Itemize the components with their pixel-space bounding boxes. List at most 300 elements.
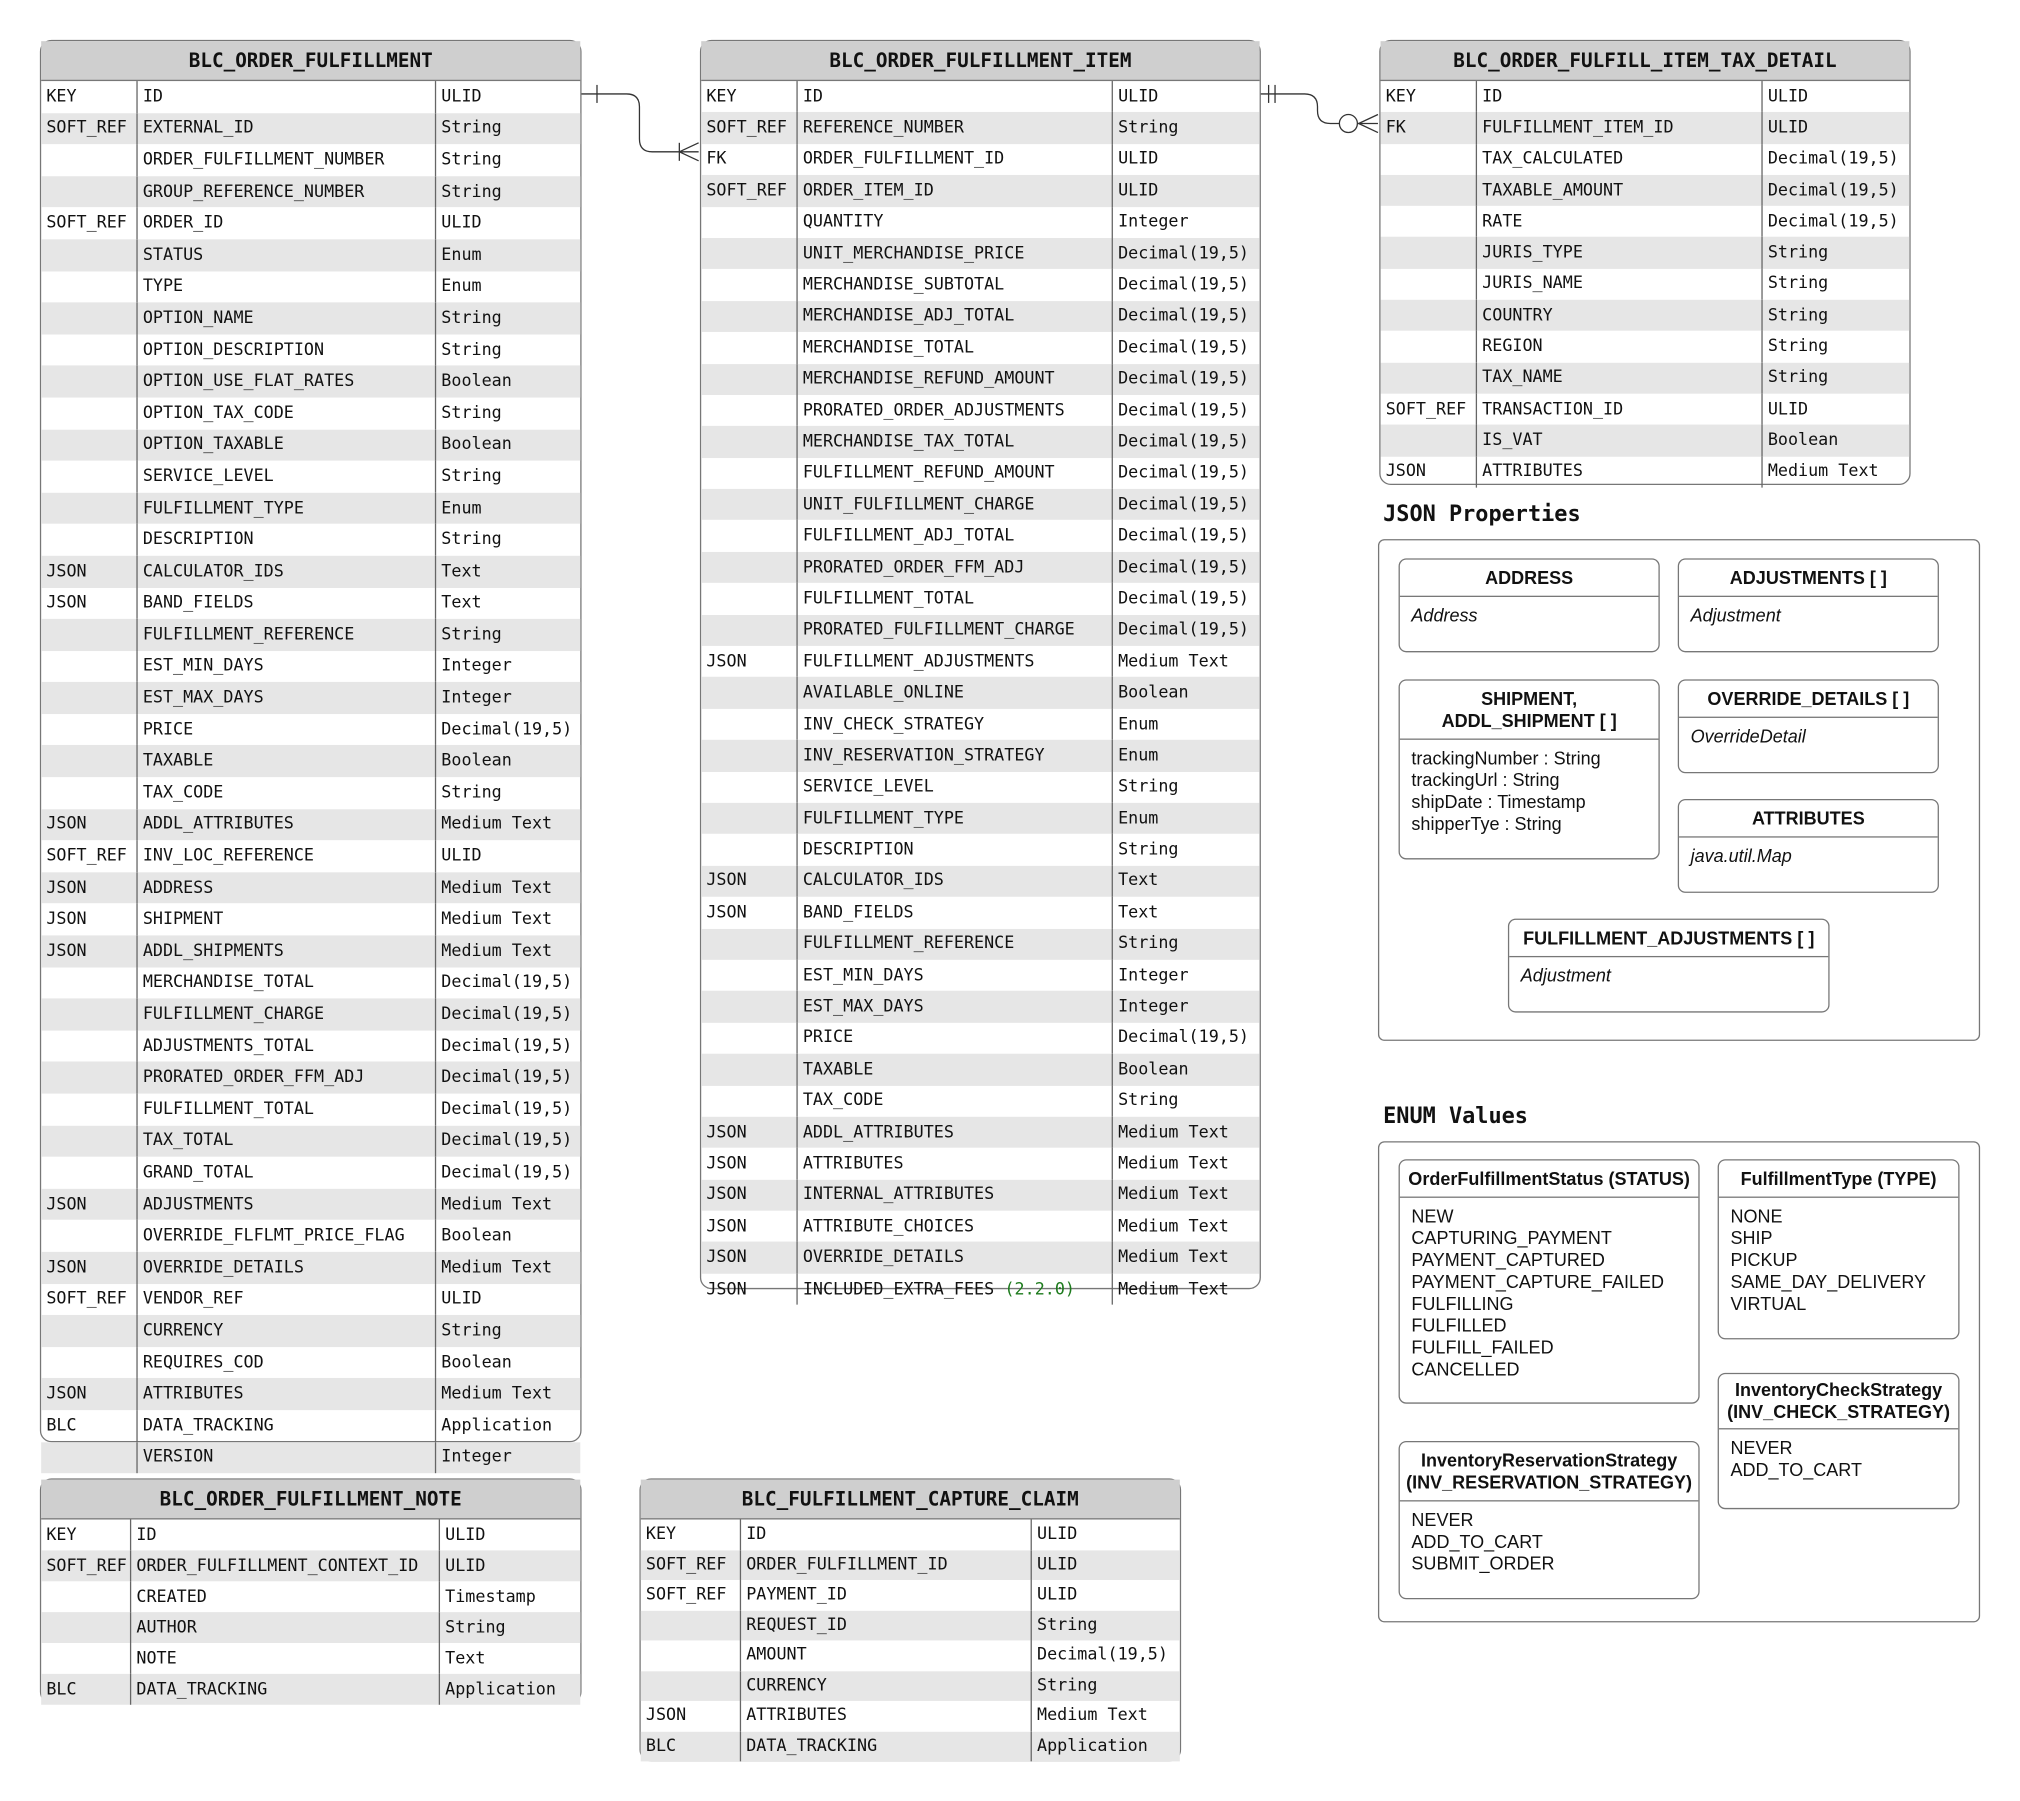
card-line: trackingNumber : String — [1411, 747, 1601, 769]
table-rows — [641, 1519, 1180, 1761]
key-cell: JSON — [706, 1122, 747, 1142]
column-type-cell: Medium Text — [1112, 1211, 1260, 1242]
column-name-cell: BAND_FIELDS — [796, 897, 1111, 928]
table-row — [701, 928, 1259, 959]
table-row — [41, 1612, 580, 1643]
key-cell — [701, 960, 796, 991]
column-type-cell: Decimal(19,5) — [1112, 552, 1260, 583]
column-name-cell: ORDER_ITEM_ID — [796, 175, 1111, 206]
key-cell — [701, 803, 796, 834]
table-row — [41, 239, 580, 271]
table-row — [701, 332, 1259, 363]
column-name-cell: ADJUSTMENTS_TOTAL — [136, 1030, 434, 1062]
table-row — [41, 1252, 580, 1284]
key-cell — [701, 301, 796, 332]
column-name-cell: ORDER_FULFILLMENT_CONTEXT_ID — [130, 1550, 439, 1581]
column-name-cell: FULFILLMENT_ITEM_ID — [1476, 112, 1762, 143]
table-row — [641, 1671, 1180, 1701]
key-cell — [701, 426, 796, 457]
card-line: shipDate : Timestamp — [1411, 791, 1586, 812]
column-type-cell: Decimal(19,5) — [1031, 1640, 1180, 1670]
table-row — [701, 426, 1259, 457]
column-name-cell: TRANSACTION_ID — [1476, 394, 1762, 425]
key-cell — [41, 967, 136, 999]
column-type-cell: Decimal(19,5) — [1112, 269, 1260, 300]
card-title-line: FulfillmentType (TYPE) — [1740, 1167, 1937, 1189]
table-row — [701, 1085, 1259, 1116]
column-type-cell: Decimal(19,5) — [435, 1094, 580, 1126]
column-name-cell: CALCULATOR_IDS — [136, 556, 434, 588]
card-line: java.util.Map — [1690, 845, 1792, 866]
column-type-cell: ULID — [1761, 81, 1909, 112]
column-name-cell: OVERRIDE_DETAILS — [796, 1242, 1111, 1273]
table-row — [41, 1550, 580, 1581]
column-type-cell: Boolean — [435, 746, 580, 778]
column-name-cell: INTERNAL_ATTRIBUTES — [796, 1179, 1111, 1210]
column-name-cell: QUANTITY — [796, 207, 1111, 238]
column-type-cell: Decimal(19,5) — [1112, 301, 1260, 332]
key-cell — [701, 489, 796, 520]
column-type-cell: Integer — [435, 682, 580, 714]
zero-marker-tax — [1339, 115, 1357, 133]
column-name-cell: OVERRIDE_DETAILS — [136, 1252, 434, 1284]
key-cell — [41, 1125, 136, 1157]
card-body — [1400, 1501, 1698, 1574]
card-title-line: InventoryCheckStrategy — [1734, 1379, 1943, 1400]
column-name-cell: TAXABLE — [136, 746, 434, 778]
table-row — [701, 960, 1259, 991]
table-row — [41, 714, 580, 746]
column-type-cell: Decimal(19,5) — [1112, 238, 1260, 269]
key-cell — [41, 1442, 136, 1474]
table-row — [41, 366, 580, 398]
column-name-cell: JURIS_TYPE — [1476, 237, 1762, 268]
column-name-cell: TAX_CALCULATED — [1476, 144, 1762, 175]
column-name-cell: EST_MIN_DAYS — [796, 960, 1111, 991]
table-row — [41, 461, 580, 493]
column-type-cell: String — [435, 397, 580, 429]
key-cell: KEY — [645, 1524, 677, 1545]
crow-foot-item-top — [679, 143, 698, 152]
column-name-cell: OPTION_TAX_CODE — [136, 397, 434, 429]
key-cell — [701, 238, 796, 269]
column-name-cell: INV_LOC_REFERENCE — [136, 840, 434, 872]
column-name-cell: OVERRIDE_FLFLMT_PRICE_FLAG — [136, 1220, 434, 1252]
column-name-cell: FULFILLMENT_TYPE — [796, 803, 1111, 834]
table-row — [641, 1550, 1180, 1580]
key-cell — [701, 458, 796, 489]
column-name-cell: UNIT_FULFILLMENT_CHARGE — [796, 489, 1111, 520]
column-type-cell: String — [435, 619, 580, 651]
column-name-cell: AUTHOR — [130, 1612, 439, 1643]
table-row — [701, 866, 1259, 897]
column-type-cell: String — [1031, 1610, 1180, 1640]
column-name-cell: ADDL_ATTRIBUTES — [136, 809, 434, 841]
column-name-cell: EST_MIN_DAYS — [136, 651, 434, 683]
card-title — [1719, 1161, 1958, 1198]
column-name-cell: ID — [136, 81, 434, 113]
key-cell — [41, 366, 136, 398]
column-name-cell: INV_RESERVATION_STRATEGY — [796, 740, 1111, 771]
card-title-line: ADDRESS — [1485, 566, 1574, 588]
key-cell — [41, 777, 136, 809]
table-row — [41, 1157, 580, 1189]
key-cell — [41, 1612, 130, 1643]
column-name-cell: SERVICE_LEVEL — [136, 461, 434, 493]
column-type-cell: String — [1761, 362, 1909, 393]
column-type-cell: Decimal(19,5) — [1112, 395, 1260, 426]
key-cell — [41, 1094, 136, 1126]
column-type-cell: Timestamp — [439, 1581, 581, 1612]
card-title — [1719, 1374, 1958, 1429]
table-row — [701, 740, 1259, 771]
key-cell — [701, 991, 796, 1022]
column-type-cell: Text — [1112, 897, 1260, 928]
column-type-cell: Text — [1112, 866, 1260, 897]
json-card-adjustments — [1678, 558, 1939, 652]
key-cell: SOFT_REF — [46, 846, 127, 866]
table-row — [701, 1054, 1259, 1085]
table-row — [701, 363, 1259, 394]
table-row — [701, 771, 1259, 802]
key-cell: SOFT_REF — [1385, 399, 1467, 419]
card-title — [1679, 560, 1938, 597]
column-name-cell: UNIT_MERCHANDISE_PRICE — [796, 238, 1111, 269]
card-title-line: ADJUSTMENTS [ ] — [1729, 566, 1887, 588]
column-name-cell: TAXABLE_AMOUNT — [1476, 175, 1762, 206]
column-type-cell: Boolean — [435, 366, 580, 398]
table-row — [41, 1030, 580, 1062]
column-type-cell: Text — [439, 1643, 581, 1674]
column-type-cell: Medium Text — [1112, 1242, 1260, 1273]
card-title — [1400, 1442, 1698, 1501]
key-cell — [41, 461, 136, 493]
key-cell — [701, 363, 796, 394]
column-name-cell: ORDER_FULFILLMENT_NUMBER — [136, 144, 434, 176]
card-line: NONE — [1730, 1205, 1783, 1227]
column-name-cell: PRICE — [136, 714, 434, 746]
column-name-cell: OPTION_DESCRIPTION — [136, 334, 434, 366]
key-cell — [41, 1347, 136, 1379]
table-row — [701, 615, 1259, 646]
key-cell: SOFT_REF — [706, 181, 787, 201]
card-body — [1400, 1198, 1698, 1381]
column-type-cell: String — [435, 1315, 580, 1347]
column-type-cell: Enum — [435, 271, 580, 303]
table-row — [701, 1179, 1259, 1210]
table-row — [41, 1442, 580, 1474]
key-cell: SOFT_REF — [645, 1555, 727, 1575]
column-name-cell: ORDER_ID — [136, 208, 434, 240]
table-row — [41, 271, 580, 303]
column-type-cell: ULID — [439, 1519, 581, 1550]
card-line: OverrideDetail — [1690, 725, 1806, 747]
table-row — [41, 1062, 580, 1094]
key-cell: JSON — [706, 903, 747, 923]
key-cell: JSON — [46, 941, 87, 961]
key-cell — [1381, 237, 1476, 268]
column-type-cell: String — [1112, 834, 1260, 865]
column-name-cell: MERCHANDISE_TOTAL — [796, 332, 1111, 363]
column-type-cell: Decimal(19,5) — [435, 967, 580, 999]
table-row — [701, 1274, 1259, 1305]
table-row — [701, 1148, 1259, 1179]
key-cell — [701, 1023, 796, 1054]
column-name-cell: BAND_FIELDS — [136, 587, 434, 619]
table-row — [41, 397, 580, 429]
column-type-cell: Medium Text — [1761, 456, 1909, 487]
key-cell: KEY — [46, 1525, 77, 1545]
column-name-cell: DATA_TRACKING — [740, 1731, 1031, 1761]
column-type-cell: ULID — [1031, 1519, 1180, 1549]
key-cell — [41, 524, 136, 556]
table-row — [641, 1519, 1180, 1549]
table-row — [701, 897, 1259, 928]
enum-values-title: ENUM Values — [1383, 1103, 1528, 1130]
column-type-cell: Medium Text — [1112, 646, 1260, 677]
card-line: FULFILLING — [1411, 1293, 1514, 1314]
card-title-line: ATTRIBUTES — [1751, 807, 1865, 828]
column-type-cell: Decimal(19,5) — [435, 714, 580, 746]
column-type-cell: String — [1761, 300, 1909, 331]
column-name-cell: MERCHANDISE_REFUND_AMOUNT — [796, 363, 1111, 394]
table-row — [41, 872, 580, 904]
column-name-cell: REFERENCE_NUMBER — [796, 112, 1111, 143]
column-name-cell: INV_CHECK_STRATEGY — [796, 709, 1111, 740]
column-type-cell: ULID — [1112, 81, 1260, 112]
column-name-cell: ATTRIBUTE_CHOICES — [796, 1211, 1111, 1242]
column-name-cell: ADDL_SHIPMENTS — [136, 935, 434, 967]
key-cell: JSON — [706, 871, 747, 891]
column-type-cell: String — [435, 461, 580, 493]
table-row — [41, 176, 580, 208]
card-body — [1719, 1429, 1958, 1480]
column-type-cell: Boolean — [435, 429, 580, 461]
column-name-cell: PRORATED_ORDER_ADJUSTMENTS — [796, 395, 1111, 426]
key-cell — [1381, 175, 1476, 206]
column-type-cell: String — [435, 524, 580, 556]
key-cell — [41, 176, 136, 208]
table-row — [1381, 81, 1910, 112]
key-cell — [701, 677, 796, 708]
table-row — [1381, 144, 1910, 175]
column-type-cell: String — [1761, 237, 1909, 268]
table-row — [701, 1117, 1259, 1148]
column-type-cell: Medium Text — [435, 1252, 580, 1284]
column-name-cell: EST_MAX_DAYS — [136, 682, 434, 714]
card-line: Address — [1411, 604, 1478, 626]
card-body — [1400, 597, 1659, 627]
key-cell — [41, 303, 136, 335]
column-name-cell: ATTRIBUTES — [796, 1148, 1111, 1179]
key-cell: SOFT_REF — [46, 1556, 127, 1576]
key-cell — [41, 746, 136, 778]
key-cell — [701, 928, 796, 959]
column-type-cell: String — [435, 176, 580, 208]
column-name-cell: ATTRIBUTES — [740, 1701, 1031, 1731]
key-cell: SOFT_REF — [46, 1289, 127, 1309]
key-cell: FK — [1385, 118, 1406, 138]
column-name-cell: ID — [130, 1519, 439, 1550]
json-properties-title: JSON Properties — [1383, 501, 1581, 528]
table-row — [1381, 394, 1910, 425]
column-name-cell: FULFILLMENT_CHARGE — [136, 999, 434, 1031]
key-cell: JSON — [46, 815, 87, 835]
table-row — [701, 520, 1259, 551]
json-card-shipment — [1399, 679, 1660, 859]
column-name-cell: TAXABLE — [796, 1054, 1111, 1085]
column-name-cell: PRORATED_FULFILLMENT_CHARGE — [796, 615, 1111, 646]
column-name-cell: EXTERNAL_ID — [136, 113, 434, 145]
column-type-cell: Decimal(19,5) — [1112, 520, 1260, 551]
card-body — [1679, 597, 1938, 627]
column-type-cell: Decimal(19,5) — [1112, 1023, 1260, 1054]
table-row — [41, 208, 580, 240]
column-type-cell: Decimal(19,5) — [1112, 426, 1260, 457]
table-row — [701, 1023, 1259, 1054]
table-row — [1381, 331, 1910, 362]
column-name-cell: PAYMENT_ID — [740, 1580, 1031, 1610]
column-type-cell: Boolean — [1112, 677, 1260, 708]
column-type-cell: Boolean — [435, 1220, 580, 1252]
key-cell: JSON — [1385, 462, 1426, 482]
table-row — [41, 113, 580, 145]
table-row — [701, 1211, 1259, 1242]
json-card-override-details — [1678, 679, 1939, 773]
key-cell: KEY — [706, 87, 737, 107]
key-cell: FK — [706, 149, 727, 170]
enum-card-type — [1718, 1159, 1960, 1339]
column-type-cell: Medium Text — [1031, 1701, 1180, 1731]
column-type-cell: Enum — [1112, 709, 1260, 740]
column-type-cell: Decimal(19,5) — [1761, 206, 1909, 237]
column-type-cell: Boolean — [1761, 425, 1909, 456]
key-cell — [641, 1640, 740, 1670]
key-cell — [41, 334, 136, 366]
column-type-cell: ULID — [1761, 112, 1909, 143]
card-title — [1400, 1161, 1698, 1198]
table-row — [41, 1220, 580, 1252]
column-type-cell: Application — [435, 1410, 580, 1442]
table-row — [641, 1580, 1180, 1610]
table-row — [41, 999, 580, 1031]
column-type-cell: Integer — [1112, 960, 1260, 991]
key-cell — [701, 269, 796, 300]
key-cell — [701, 552, 796, 583]
key-cell: JSON — [706, 1154, 747, 1174]
key-cell: JSON — [46, 1384, 87, 1404]
column-name-cell: OPTION_USE_FLAT_RATES — [136, 366, 434, 398]
column-name-cell: ORDER_FULFILLMENT_ID — [740, 1550, 1031, 1580]
table-row — [701, 583, 1259, 614]
key-cell — [701, 709, 796, 740]
enum-card-inv-check — [1718, 1373, 1960, 1509]
table-rows — [701, 81, 1259, 1305]
card-title — [1400, 560, 1659, 597]
key-cell: BLC — [46, 1416, 77, 1436]
column-name-cell: EST_MAX_DAYS — [796, 991, 1111, 1022]
column-name-cell: TAX_CODE — [796, 1085, 1111, 1116]
column-type-cell: Medium Text — [1112, 1117, 1260, 1148]
key-cell: JSON — [46, 1194, 87, 1215]
column-name-cell: PRORATED_ORDER_FFM_ADJ — [136, 1062, 434, 1094]
enum-card-status — [1399, 1159, 1700, 1403]
column-type-cell: Boolean — [1112, 1054, 1260, 1085]
key-cell — [701, 834, 796, 865]
card-line: NEVER — [1411, 1509, 1474, 1530]
connector-fulfillment-to-item — [580, 94, 698, 152]
column-type-cell: Decimal(19,5) — [1112, 332, 1260, 363]
table-row — [41, 1125, 580, 1157]
version-note: (2.2.0) — [1004, 1279, 1075, 1299]
column-type-cell: ULID — [435, 840, 580, 872]
column-type-cell: String — [439, 1612, 581, 1643]
table-row — [41, 746, 580, 778]
key-cell — [41, 1315, 136, 1347]
table-row — [701, 395, 1259, 426]
card-body — [1679, 718, 1938, 748]
column-type-cell: String — [1112, 112, 1260, 143]
key-cell: JSON — [706, 1279, 747, 1299]
key-cell — [41, 397, 136, 429]
table-capture-claim — [639, 1478, 1181, 1761]
table-row — [41, 144, 580, 176]
column-name-cell: INCLUDED_EXTRA_FEES (2.2.0) — [796, 1274, 1111, 1305]
card-line: SAME_DAY_DELIVERY — [1730, 1271, 1927, 1292]
table-row — [41, 1094, 580, 1126]
table-tax-detail — [1379, 40, 1910, 485]
column-name-cell: REGION — [1476, 331, 1762, 362]
key-cell — [41, 239, 136, 271]
key-cell: JSON — [706, 651, 747, 672]
column-name-cell: MERCHANDISE_TAX_TOTAL — [796, 426, 1111, 457]
column-type-cell: String — [435, 777, 580, 809]
table-row — [41, 1581, 580, 1612]
key-cell: SOFT_REF — [706, 118, 787, 138]
column-name-cell: FULFILLMENT_TOTAL — [136, 1094, 434, 1126]
key-cell — [41, 651, 136, 683]
column-type-cell: Medium Text — [435, 935, 580, 967]
card-body — [1509, 957, 1828, 987]
column-type-cell: Integer — [435, 651, 580, 683]
column-name-cell: OPTION_TAXABLE — [136, 429, 434, 461]
card-title-line: FULFILLMENT_ADJUSTMENTS [ ] — [1523, 927, 1815, 948]
table-title: BLC_ORDER_FULFILL_ITEM_TAX_DETAIL — [1381, 41, 1910, 81]
table-row — [41, 524, 580, 556]
table-row — [41, 1378, 580, 1410]
table-row — [41, 777, 580, 809]
column-type-cell: Integer — [1112, 207, 1260, 238]
table-row — [701, 834, 1259, 865]
table-row — [41, 1643, 580, 1674]
column-type-cell: ULID — [1031, 1550, 1180, 1580]
column-type-cell: Medium Text — [1112, 1274, 1260, 1305]
key-cell: JSON — [706, 1216, 747, 1237]
column-type-cell: String — [1031, 1671, 1180, 1701]
table-row — [701, 991, 1259, 1022]
table-row — [41, 1519, 580, 1550]
key-cell — [1381, 362, 1476, 393]
table-title: BLC_ORDER_FULFILLMENT_NOTE — [41, 1480, 580, 1520]
card-title-line: SHIPMENT, — [1481, 687, 1578, 709]
column-type-cell: String — [435, 113, 580, 145]
table-row — [701, 646, 1259, 677]
card-title-line: (INV_CHECK_STRATEGY) — [1727, 1401, 1950, 1422]
column-name-cell: REQUEST_ID — [740, 1610, 1031, 1640]
column-name-cell: FULFILLMENT_REFERENCE — [796, 928, 1111, 959]
column-name-cell: JURIS_NAME — [1476, 269, 1762, 300]
key-cell: BLC — [645, 1736, 677, 1756]
